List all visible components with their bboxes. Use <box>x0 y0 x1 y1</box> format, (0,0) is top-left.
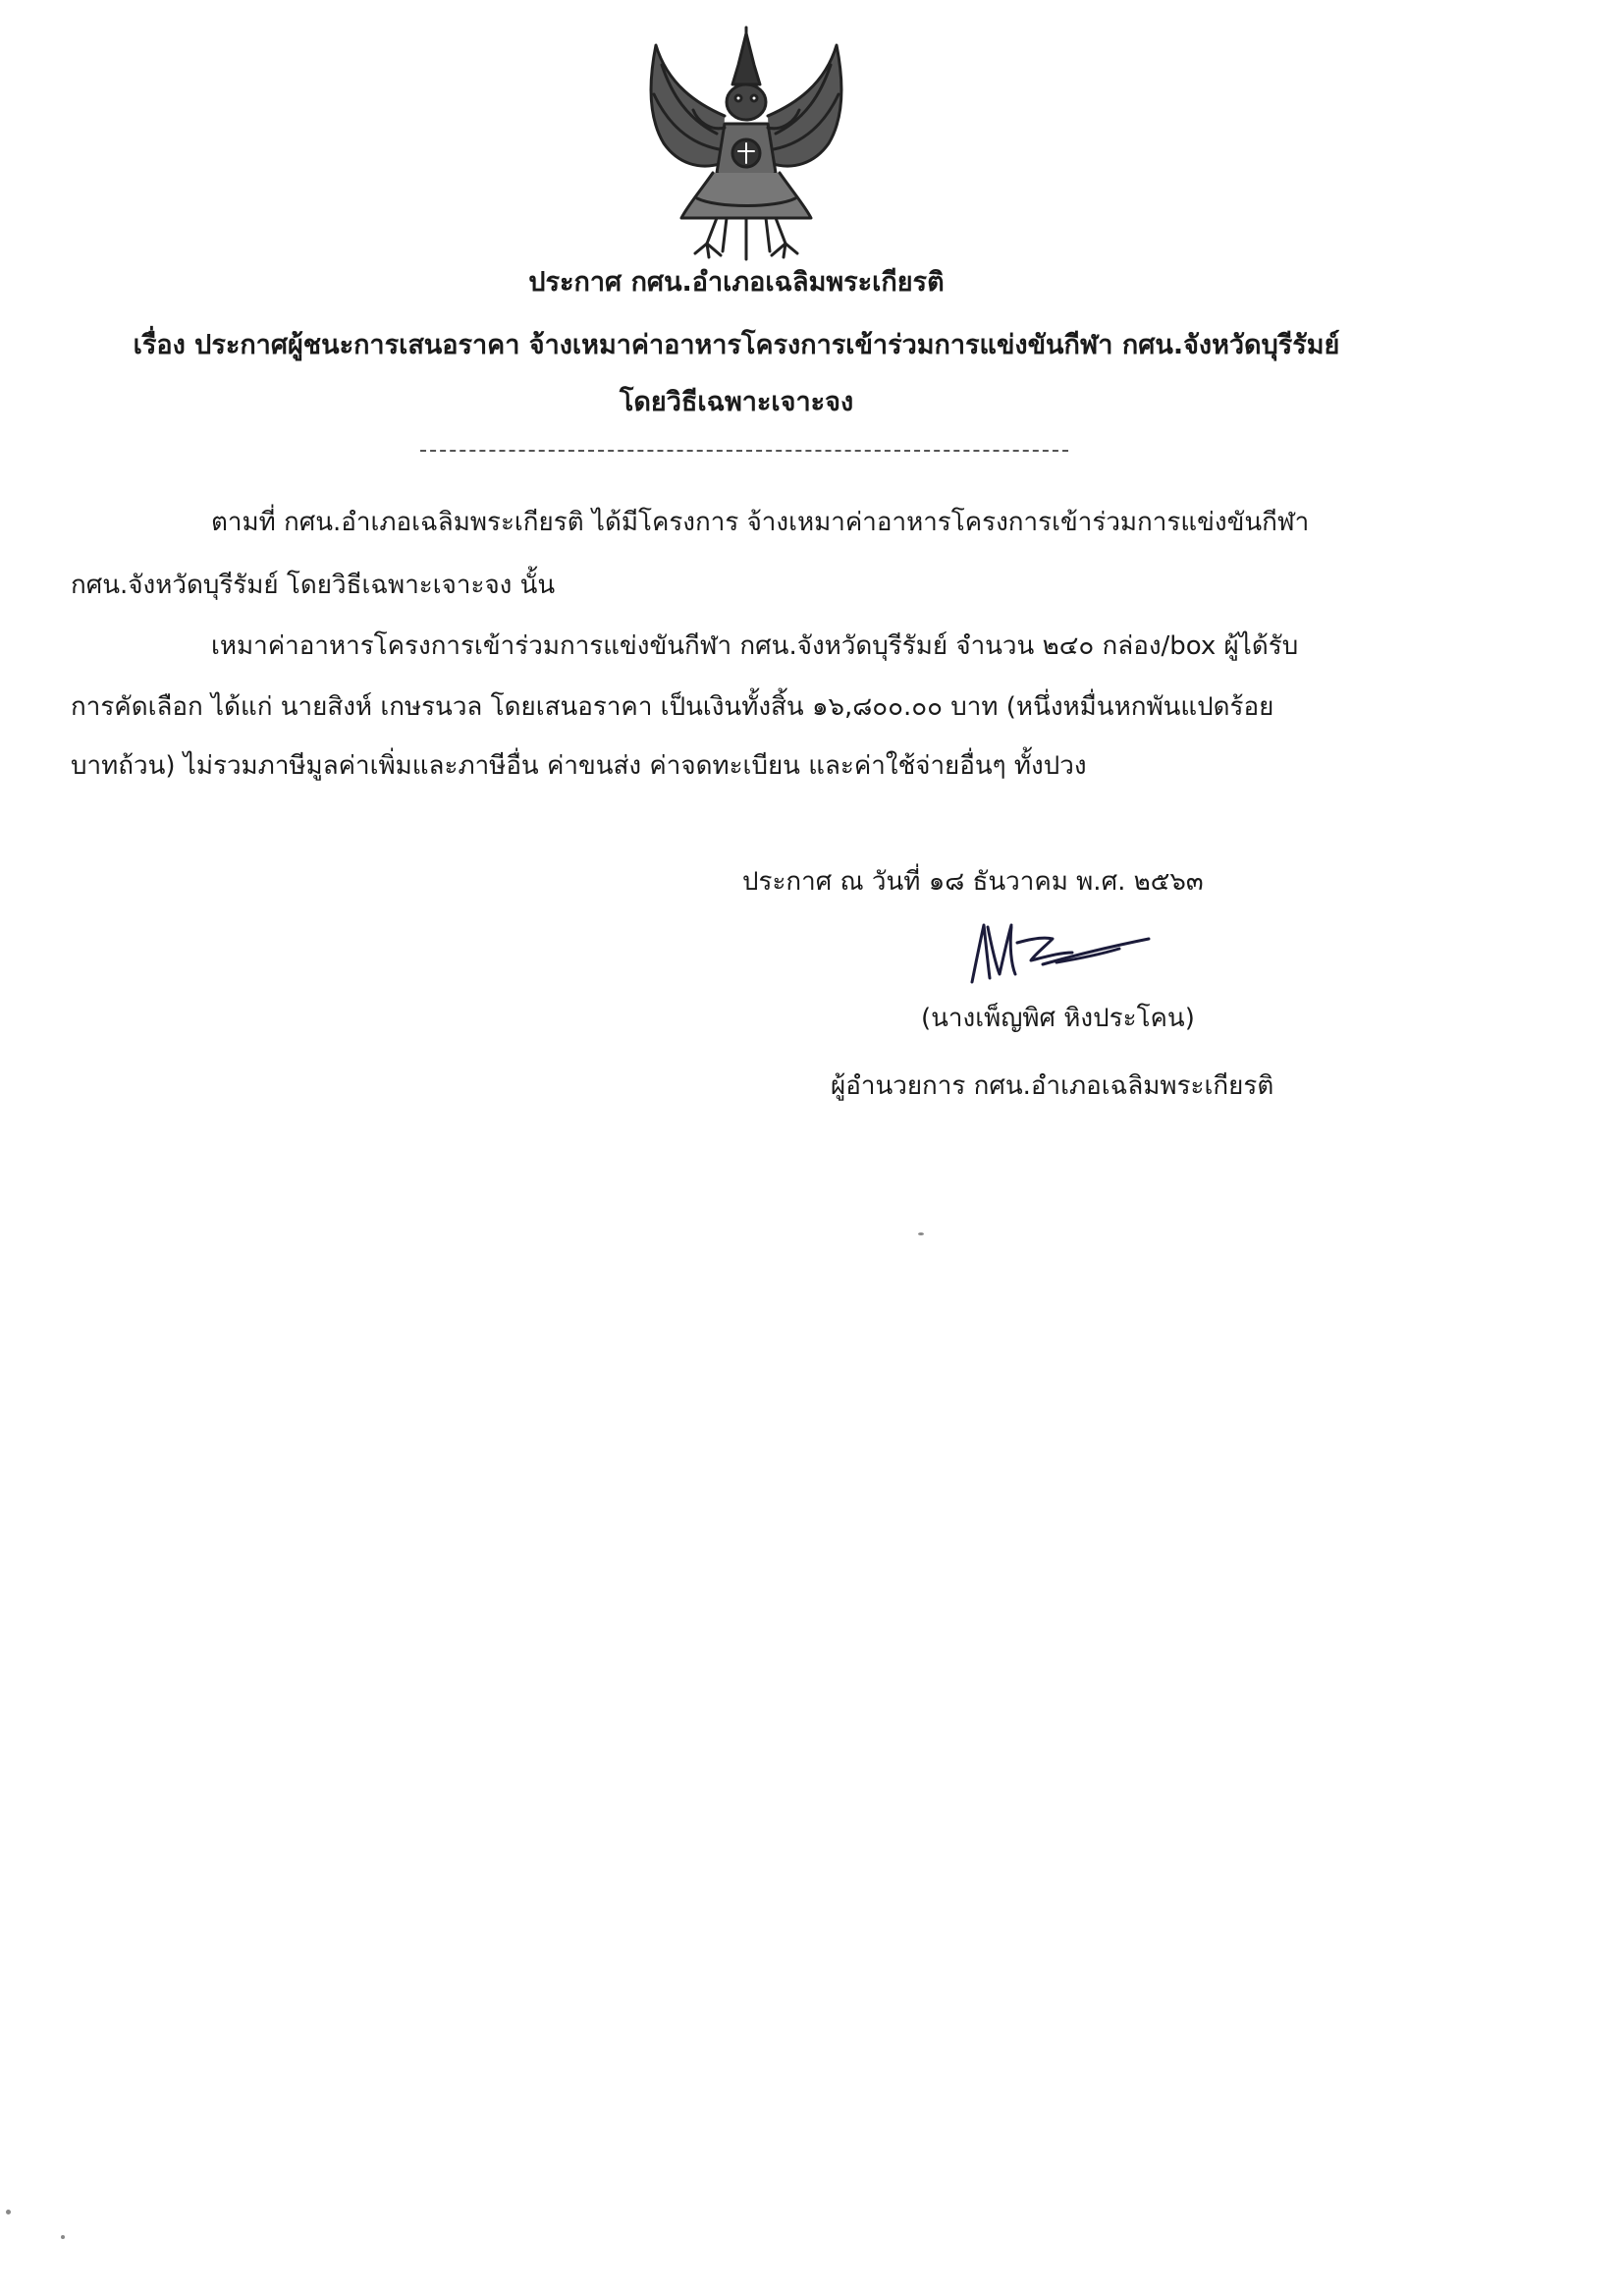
announcement-subject: เรื่อง ประกาศผู้ชนะการเสนอราคา จ้างเหมาค่าอาหารโครงการเข้าร่วมการแข่งขันกีฬา กศน.จังหวัดบุรีรัมย์ <box>133 330 1340 360</box>
paragraph-2-line-3: บาทถ้วน) ไม่รวมภาษีมูลค่าเพิ่มและภาษีอื่น ค่าขนส่ง ค่าจดทะเบียน และค่าใช้จ่ายอื่นๆ ทั้งปวง <box>71 751 1087 781</box>
scan-speck <box>918 1232 924 1235</box>
signer-title: ผู้อำนวยการ กศน.อำเภอเฉลิมพระเกียรติ <box>831 1071 1274 1101</box>
paragraph-2-line-1: เหมาค่าอาหารโครงการเข้าร่วมการแข่งขันกีฬา กศน.จังหวัดบุรีรัมย์ จำนวน ๒๔๐ กล่อง/box ผู้ได้รับ <box>211 631 1299 661</box>
paragraph-1-line-2: กศน.จังหวัดบุรีรัมย์ โดยวิธีเฉพาะเจาะจง นั้น <box>71 571 556 600</box>
announcement-title: ประกาศ กศน.อำเภอเฉลิมพระเกียรติ <box>528 267 945 298</box>
scan-speck <box>6 2210 11 2214</box>
scan-speck <box>61 2235 65 2239</box>
signer-name: (นางเพ็ญพิศ หิงประโคน) <box>921 1004 1195 1033</box>
paragraph-2-line-2: การคัดเลือก ได้แก่ นายสิงห์ เกษรนวล โดยเสนอราคา เป็นเงินทั้งสิ้น ๑๖,๘๐๐.๐๐ บาท (หนึ่งหมื่นหกพันแปดร้อย <box>71 692 1274 722</box>
paragraph-1-line-1: ตามที่ กศน.อำเภอเฉลิมพระเกียรติ ได้มีโครงการ จ้างเหมาค่าอาหารโครงการเข้าร่วมการแข่งขันกีฬา <box>211 508 1310 537</box>
announcement-date: ประกาศ ณ วันที่ ๑๘ ธันวาคม พ.ศ. ๒๕๖๓ <box>742 867 1204 897</box>
separator-line <box>420 450 1068 452</box>
garuda-emblem-icon <box>628 26 864 266</box>
announcement-method: โดยวิธีเฉพาะเจาะจง <box>619 387 854 417</box>
handwritten-signature <box>962 913 1159 992</box>
